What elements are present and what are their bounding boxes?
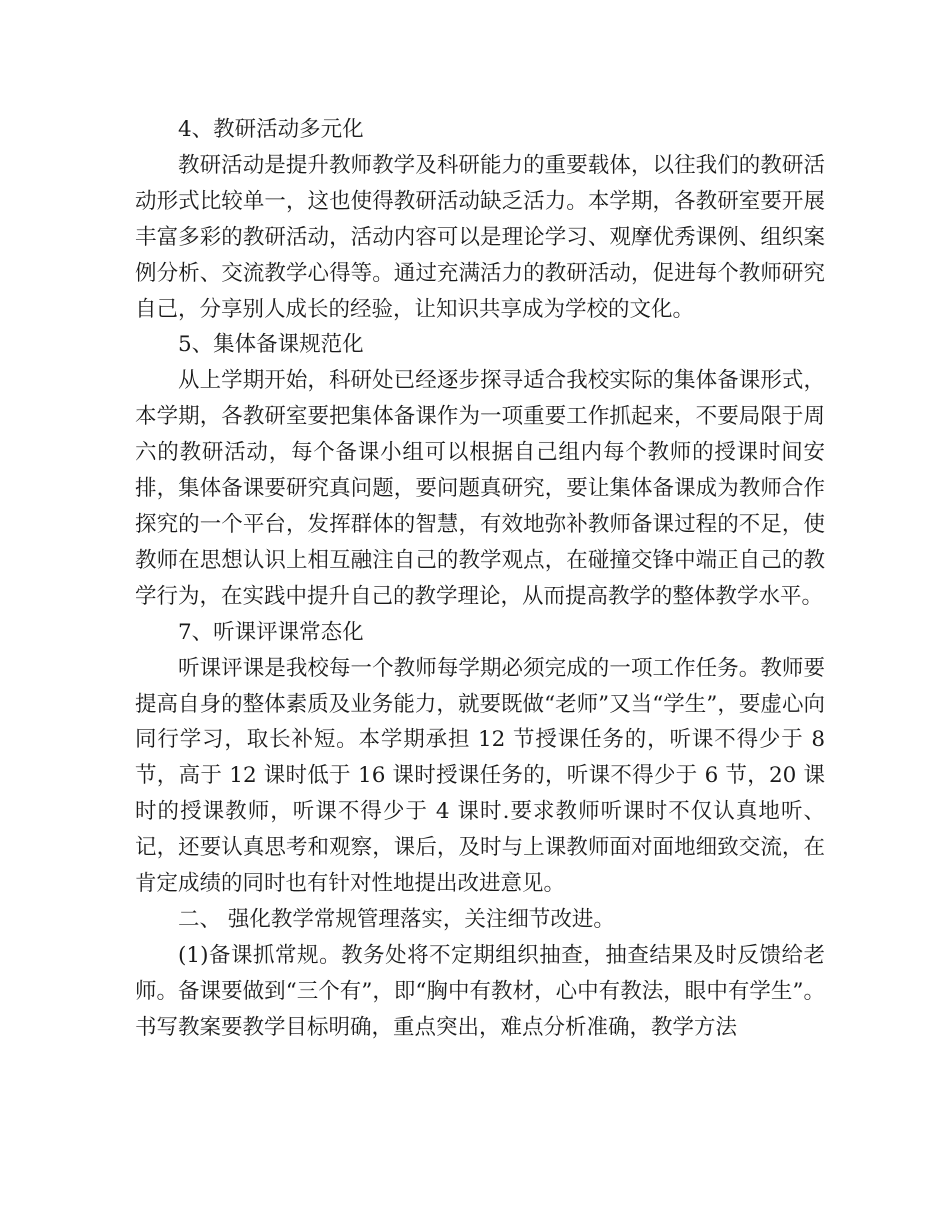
document-body bbox=[135, 112, 825, 1046]
paragraph-collective-lesson-prep: 从上学期开始，科研处已经逐步探寻适合我校实际的集体备课形式，本学期，各教研室要把集体备课作为一项重要工作抓起来，不要局限于周六的教研活动，每个备课小组可以根据自己组内每个教师的授课时间安排，集体备课要研究真问题，要问题真研究，要让集体备课成为教师合作探究的一个平台，发挥群体的智慧，有效地弥补教师备课过程的不足，使教师在思想认识上相互融注自己的教学观点，在碰撞交锋中端正自己的教学行为，在实践中提升自己的教学理论，从而提高教学的整体教学水平。 bbox=[135, 368, 825, 609]
section-heading-4: 4、教研活动多元化 bbox=[178, 117, 364, 142]
section-heading-2: 二、 强化教学常规管理落实，关注细节改进。 bbox=[178, 906, 615, 932]
paragraph-lesson-prep-routine: (1)备课抓常规。教务处将不定期组织抽查，抽查结果及时反馈给老师。备课要做到“三个有”，即“胸中有教材，心中有教法，眼中有学生”。书写教案要教学目标明确，重点突出，难点分析准确，教学方法 bbox=[135, 942, 825, 1040]
paragraph-teaching-research: 教研活动是提升教师教学及科研能力的重要载体，以往我们的教研活动形式比较单一，这也使得教研活动缺乏活力。本学期，各教研室要开展丰富多彩的教研活动，活动内容可以是理论学习、观摩优秀课例、组织案例分析、交流教学心得等。通过充满活力的教研活动，促进每个教师研究自己，分享别人成长的经验，让知识共享成为学校的文化。 bbox=[135, 152, 825, 322]
paragraph-lesson-observation: 听课评课是我校每一个教师每学期必须完成的一项工作任务。教师要提高自身的整体素质及业务能力，就要既做“老师”又当“学生”，要虚心向同行学习，取长补短。本学期承担 12 节授课任务的，听课不得少于 8 节，高于 12 课时低于 16 课时授课任务的，听课不得少于 6 节，20 课时的授课教师，听课不得少于 4 课时.要求教师听课时不仅认真地听、记，还要认真思考和观察，课后，及时与上课教师面对面地细致交流，在肯定成绩的同时也有针对性地提出改进意见。 bbox=[135, 655, 825, 897]
section-heading-5: 5、集体备课规范化 bbox=[178, 332, 364, 358]
section-heading-7: 7、听课评课常态化 bbox=[178, 619, 364, 645]
